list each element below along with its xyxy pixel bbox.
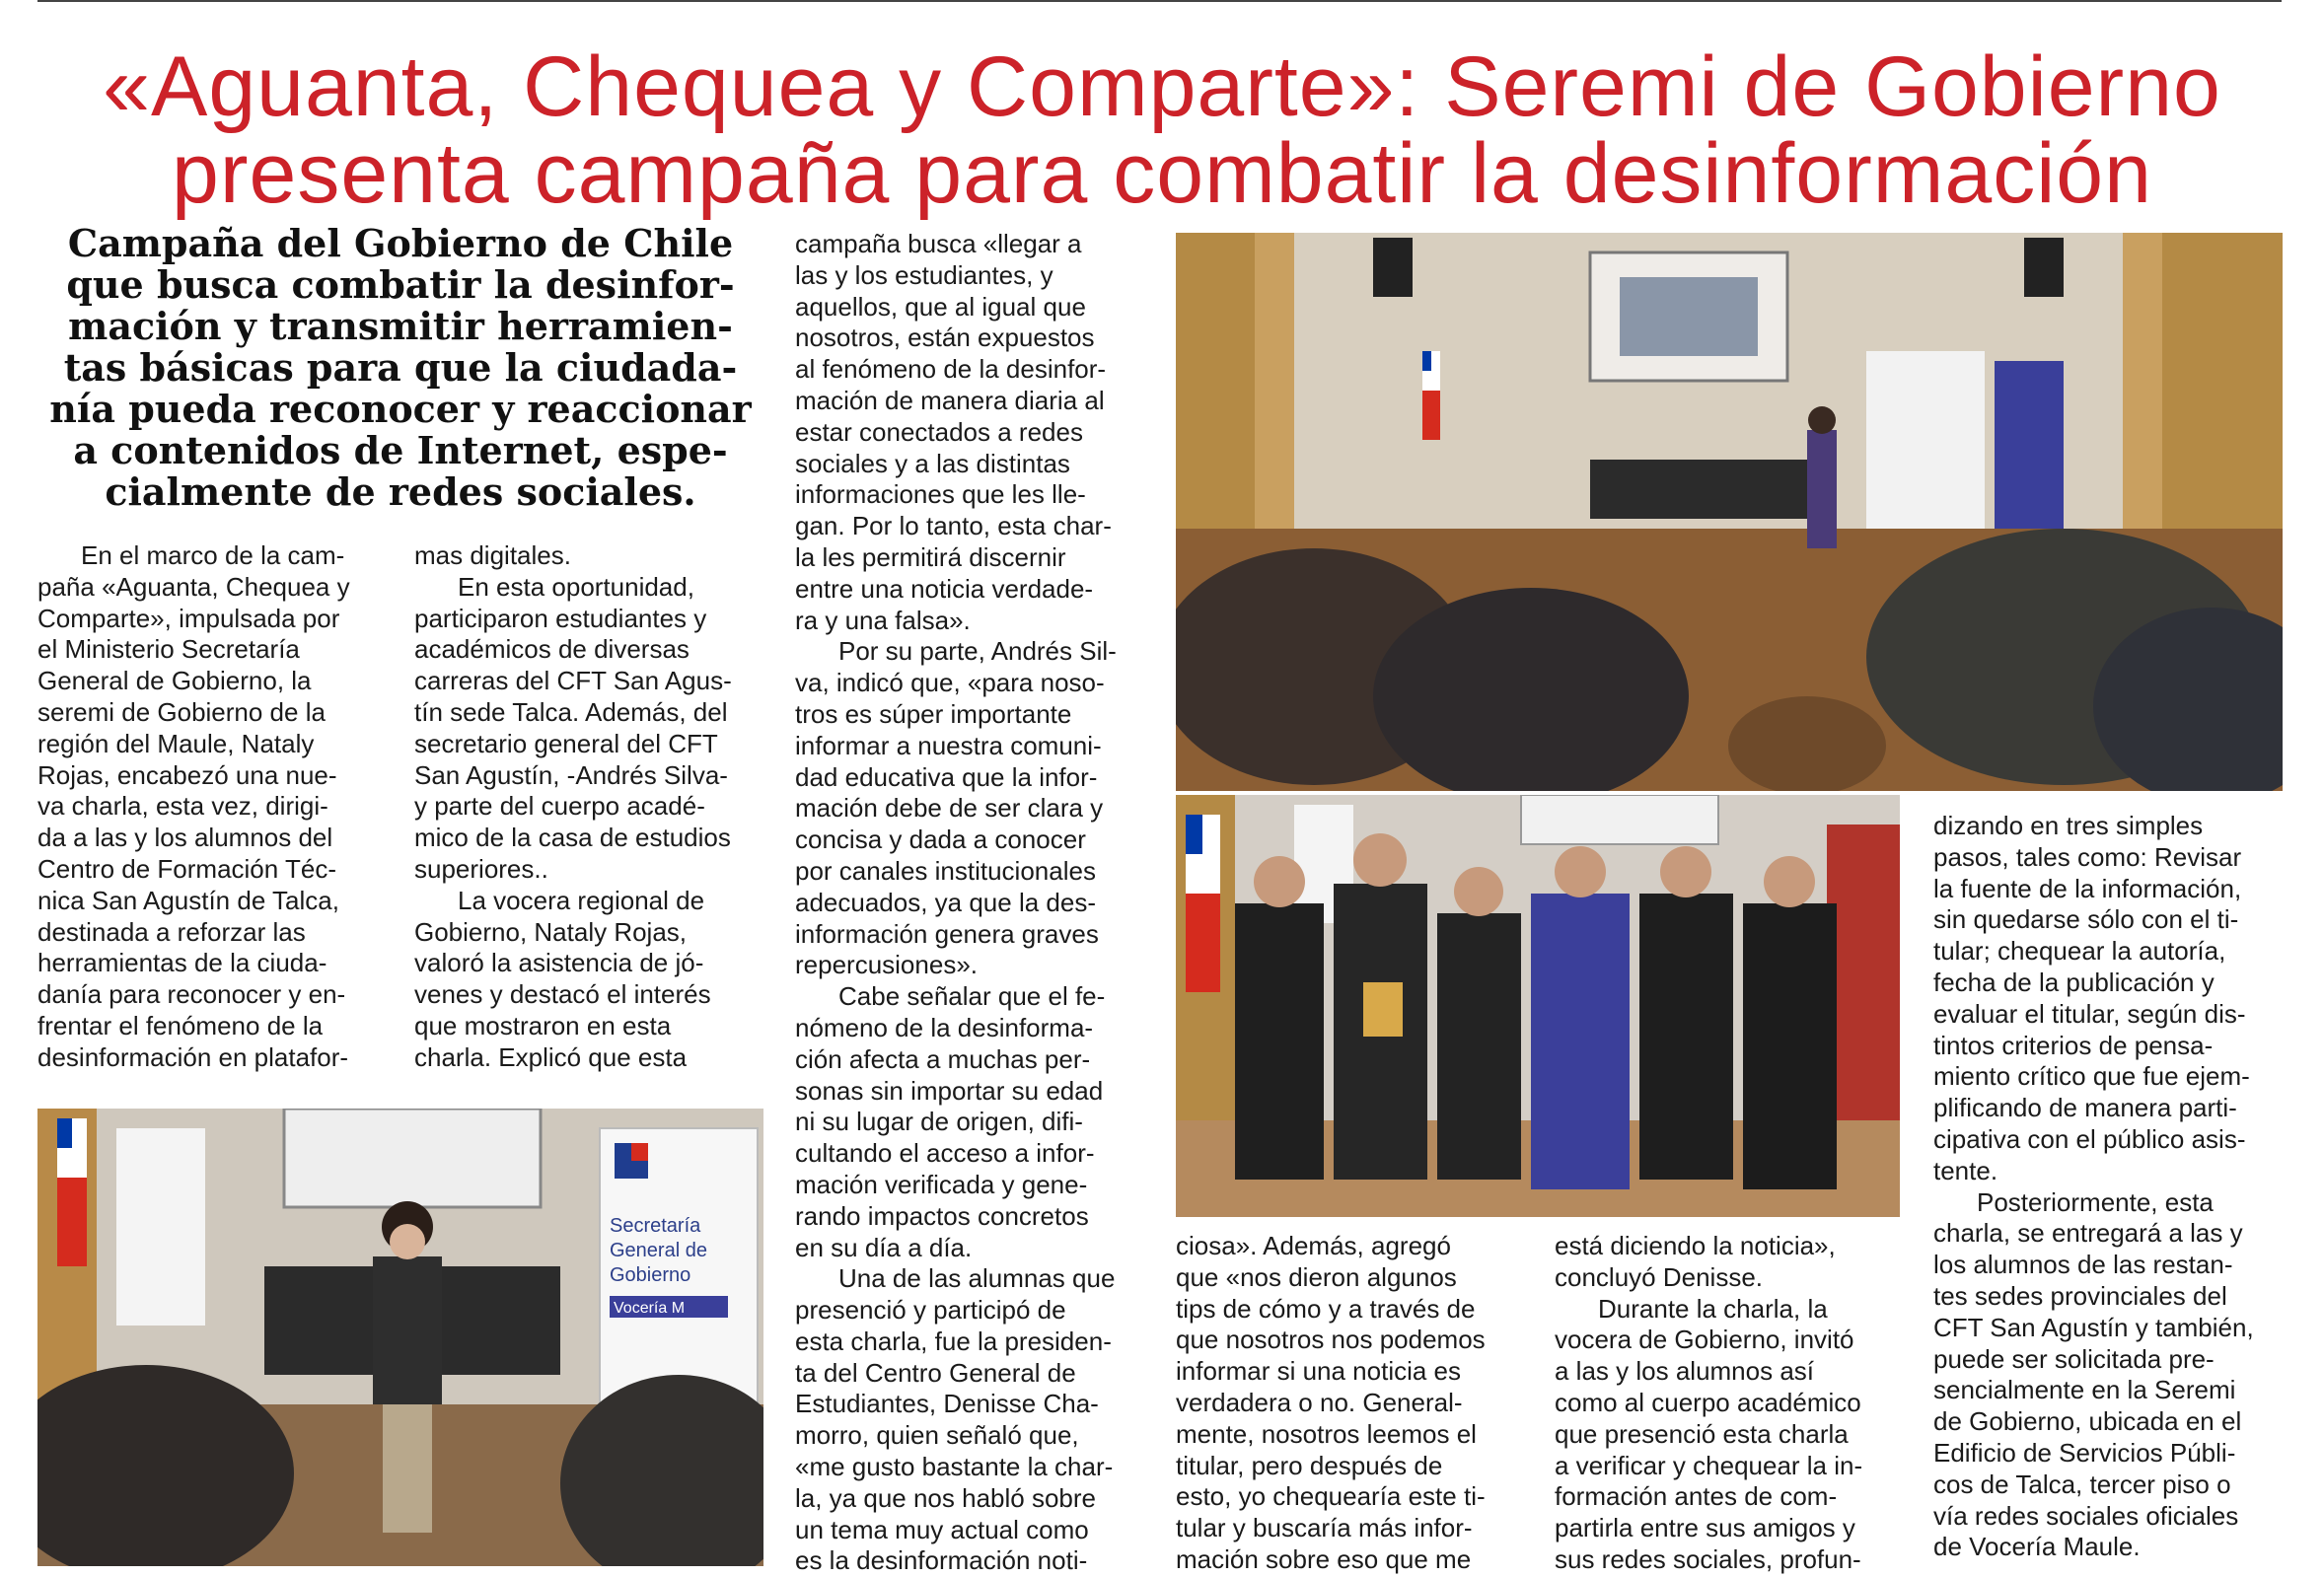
- text-line: miento crítico que fue ejem-: [1933, 1061, 2250, 1092]
- text-line: académicos de diversas: [414, 634, 690, 665]
- subhead-line: mación y transmitir herramien-: [68, 304, 733, 348]
- text-line: fecha de la publicación y: [1933, 967, 2215, 997]
- text-line: da a las y los alumnos del: [37, 823, 333, 853]
- text-line: En esta oportunidad,: [458, 571, 694, 602]
- text-line: por canales institucionales: [795, 855, 1096, 886]
- text-line: ra y una falsa».: [795, 605, 971, 635]
- text-line: Rojas, encabezó una nue-: [37, 759, 337, 790]
- text-line: a verificar y chequear la in-: [1555, 1450, 1863, 1480]
- subhead-line: nía pueda reconocer y reaccionar: [49, 387, 752, 431]
- text-line: vocera de Gobierno, invitó: [1555, 1325, 1854, 1355]
- text-line: región del Maule, Nataly: [37, 728, 315, 758]
- text-line: ni su lugar de origen, difi-: [795, 1107, 1083, 1137]
- text-line: venes y destacó el interés: [414, 979, 711, 1010]
- text-line: es la desinformación noti-: [795, 1545, 1088, 1576]
- text-line: mación debe de ser clara y: [795, 793, 1104, 824]
- text-line: ciosa». Además, agregó: [1176, 1231, 1451, 1260]
- text-line: ción afecta a muchas per-: [795, 1043, 1091, 1074]
- text-line: tintos criterios de pensa-: [1933, 1030, 2214, 1060]
- text-line: charla. Explicó que esta: [414, 1041, 688, 1072]
- text-line: Comparte», impulsada por: [37, 603, 340, 633]
- text-line: en su día a día.: [795, 1232, 973, 1262]
- photo-speaker-presentation: [37, 1109, 763, 1566]
- text-line: rando impactos concretos: [795, 1200, 1089, 1231]
- text-line: informaciones que les lle-: [795, 479, 1086, 510]
- subhead-line: cialmente de redes sociales.: [105, 469, 696, 514]
- text-line: nosotros, están expuestos: [795, 323, 1095, 353]
- text-line: las y los estudiantes, y: [795, 259, 1053, 290]
- banner-tag: Vocería M: [614, 1300, 686, 1317]
- text-line: evaluar el titular, según dis-: [1933, 998, 2246, 1029]
- text-line: seremi de Gobierno de la: [37, 696, 326, 727]
- text-line: campaña busca «llegar a: [795, 229, 1082, 258]
- text-line: adecuados, ya que la des-: [795, 887, 1096, 917]
- article-column-6: [1933, 811, 2283, 1563]
- text-line: paña «Aguanta, Chequea y: [37, 571, 350, 602]
- text-line: Centro de Formación Téc-: [37, 853, 336, 884]
- text-line: herramientas de la ciuda-: [37, 948, 327, 978]
- article-column-1: [37, 540, 385, 1074]
- text-line: tular; chequear la autoría,: [1933, 936, 2226, 967]
- text-line: charla, se entregará a las y: [1933, 1218, 2243, 1249]
- text-line: cos de Talca, tercer piso o: [1933, 1469, 2231, 1499]
- text-line: destinada a reforzar las: [37, 916, 306, 947]
- text-line: de Gobierno, ubicada en el: [1933, 1406, 2242, 1437]
- text-line: titular, pero después de: [1176, 1450, 1443, 1480]
- text-line: ta del Centro General de: [795, 1357, 1076, 1388]
- text-line: informar si una noticia es: [1176, 1356, 1462, 1387]
- text-line: dizando en tres simples: [1933, 811, 2204, 840]
- subhead-line: a contenidos de Internet, espe-: [73, 428, 728, 472]
- text-line: mente, nosotros leemos el: [1176, 1418, 1477, 1449]
- text-line: que nosotros nos podemos: [1176, 1325, 1486, 1355]
- text-line: los alumnos de las restan-: [1933, 1250, 2233, 1280]
- text-line: estar conectados a redes: [795, 416, 1083, 447]
- text-line: el Ministerio Secretaría: [37, 634, 300, 665]
- text-line: tín sede Talca. Además, del: [414, 696, 728, 727]
- text-line: danía para reconocer y en-: [37, 979, 346, 1010]
- text-line: esta charla, fue la presiden-: [795, 1326, 1112, 1356]
- text-line: mico de la casa de estudios: [414, 823, 731, 853]
- text-line: tes sedes provinciales del: [1933, 1280, 2227, 1311]
- text-line: sonas sin importar su edad: [795, 1075, 1104, 1106]
- headline: [0, 39, 2324, 221]
- text-line: cultando el acceso a infor-: [795, 1138, 1095, 1169]
- text-line: CFT San Agustín y también,: [1933, 1312, 2254, 1342]
- text-line: nómeno de la desinforma-: [795, 1012, 1094, 1042]
- text-line: la, ya que nos habló sobre: [795, 1482, 1096, 1513]
- banner-text-line-3: Gobierno: [610, 1264, 691, 1286]
- headline-line-2: presenta campaña para combatir la desinformación: [172, 126, 2152, 221]
- text-line: pasos, tales como: Revisar: [1933, 841, 2242, 872]
- text-line: mación de manera diaria al: [795, 385, 1105, 415]
- subhead-line: que busca combatir la desinfor-: [66, 262, 735, 307]
- text-line: San Agustín, -Andrés Silva-: [414, 759, 728, 790]
- text-line: vía redes sociales oficiales: [1933, 1500, 2239, 1531]
- text-line: Durante la charla, la: [1598, 1293, 1828, 1324]
- photo-group-portrait: [1176, 795, 1900, 1217]
- text-line: concluyó Denisse.: [1555, 1261, 1763, 1292]
- text-line: Gobierno, Nataly Rojas,: [414, 916, 688, 947]
- text-line: que presenció esta charla: [1555, 1418, 1849, 1449]
- text-line: un tema muy actual como: [795, 1514, 1089, 1544]
- text-line: que «nos dieron algunos: [1176, 1261, 1457, 1292]
- text-line: gan. Por lo tanto, esta char-: [795, 511, 1112, 541]
- text-line: morro, quien señaló que,: [795, 1420, 1079, 1451]
- text-line: tips de cómo y a través de: [1176, 1293, 1476, 1324]
- text-line: concisa y dada a conocer: [795, 824, 1086, 855]
- article-column-5: [1555, 1231, 1902, 1576]
- text-line: está diciendo la noticia»,: [1555, 1231, 1836, 1260]
- subhead-line: tas básicas para que la ciudada-: [63, 345, 738, 390]
- text-line: tros es súper importante: [795, 698, 1072, 729]
- text-line: información genera graves: [795, 918, 1099, 949]
- photo-auditorium-audience: [1176, 233, 2283, 791]
- text-line: entre una noticia verdade-: [795, 573, 1094, 604]
- text-line: Por su parte, Andrés Sil-: [838, 636, 1117, 667]
- subheadline: [37, 223, 763, 513]
- text-line: carreras del CFT San Agus-: [414, 666, 732, 696]
- text-line: sin quedarse sólo con el ti-: [1933, 904, 2239, 935]
- text-line: al fenómeno de la desinfor-: [795, 354, 1107, 385]
- text-line: sus redes sociales, profun-: [1555, 1543, 1861, 1574]
- text-line: va, indicó que, «para noso-: [795, 668, 1105, 698]
- subhead-line: Campaña del Gobierno de Chile: [67, 221, 734, 265]
- text-line: puede ser solicitada pre-: [1933, 1343, 2215, 1374]
- text-line: superiores..: [414, 853, 548, 884]
- text-line: mas digitales.: [414, 540, 571, 570]
- text-line: «me gusto bastante la char-: [795, 1452, 1114, 1482]
- top-rule: [37, 0, 2282, 2]
- text-line: Edificio de Servicios Públi-: [1933, 1437, 2236, 1468]
- text-line: partirla entre sus amigos y: [1555, 1513, 1855, 1543]
- text-line: tular y buscaría más infor-: [1176, 1513, 1473, 1543]
- headline-line-1: «Aguanta, Chequea y Comparte»: Seremi de Gobierno: [103, 39, 2221, 134]
- text-line: la les permitirá discernir: [795, 541, 1066, 572]
- text-line: mación verificada y gene-: [795, 1169, 1088, 1199]
- text-line: va charla, esta vez, dirigi-: [37, 791, 328, 822]
- text-line: nica San Agustín de Talca,: [37, 885, 339, 915]
- text-line: sociales y a las distintas: [795, 448, 1070, 478]
- text-line: cipativa con el público asis-: [1933, 1123, 2246, 1154]
- text-line: La vocera regional de: [458, 885, 705, 915]
- text-line: formación antes de com-: [1555, 1481, 1838, 1512]
- text-line: Estudiantes, Denisse Cha-: [795, 1389, 1099, 1419]
- text-line: repercusiones».: [795, 950, 978, 980]
- text-line: aquellos, que al igual que: [795, 291, 1086, 322]
- banner-text-line-1: Secretaría: [610, 1215, 701, 1237]
- text-line: y parte del cuerpo acadé-: [414, 791, 705, 822]
- text-line: tente.: [1933, 1155, 1998, 1185]
- article-column-4: [1176, 1231, 1523, 1576]
- text-line: a las y los alumnos así: [1555, 1356, 1815, 1387]
- text-line: plificando de manera parti-: [1933, 1093, 2237, 1123]
- banner-text-line-2: General de: [610, 1240, 707, 1261]
- text-line: En el marco de la cam-: [81, 540, 345, 570]
- text-line: secretario general del CFT: [414, 728, 718, 758]
- article-column-3: [795, 229, 1142, 1577]
- text-line: Cabe señalar que el fe-: [838, 981, 1106, 1012]
- text-line: esto, yo chequearía este ti-: [1176, 1481, 1486, 1512]
- text-line: valoró la asistencia de jó-: [414, 948, 704, 978]
- text-line: verdadera o no. General-: [1176, 1387, 1463, 1417]
- text-line: Posteriormente, esta: [1977, 1186, 2214, 1217]
- text-line: mación sobre eso que me: [1176, 1543, 1472, 1574]
- text-line: frentar el fenómeno de la: [37, 1010, 324, 1040]
- text-line: que mostraron en esta: [414, 1010, 672, 1040]
- text-line: presenció y participó de: [795, 1295, 1066, 1326]
- text-line: de Vocería Maule.: [1933, 1532, 2141, 1562]
- text-line: participaron estudiantes y: [414, 603, 707, 633]
- text-line: desinformación en platafor-: [37, 1041, 349, 1072]
- text-line: como al cuerpo académico: [1555, 1387, 1861, 1417]
- text-line: General de Gobierno, la: [37, 666, 312, 696]
- text-line: informar a nuestra comuni-: [795, 730, 1102, 760]
- text-line: la fuente de la información,: [1933, 873, 2242, 903]
- text-line: Una de las alumnas que: [838, 1263, 1116, 1294]
- article-column-2: [414, 540, 762, 1074]
- text-line: dad educativa que la infor-: [795, 761, 1098, 792]
- text-line: sencialmente en la Seremi: [1933, 1375, 2236, 1405]
